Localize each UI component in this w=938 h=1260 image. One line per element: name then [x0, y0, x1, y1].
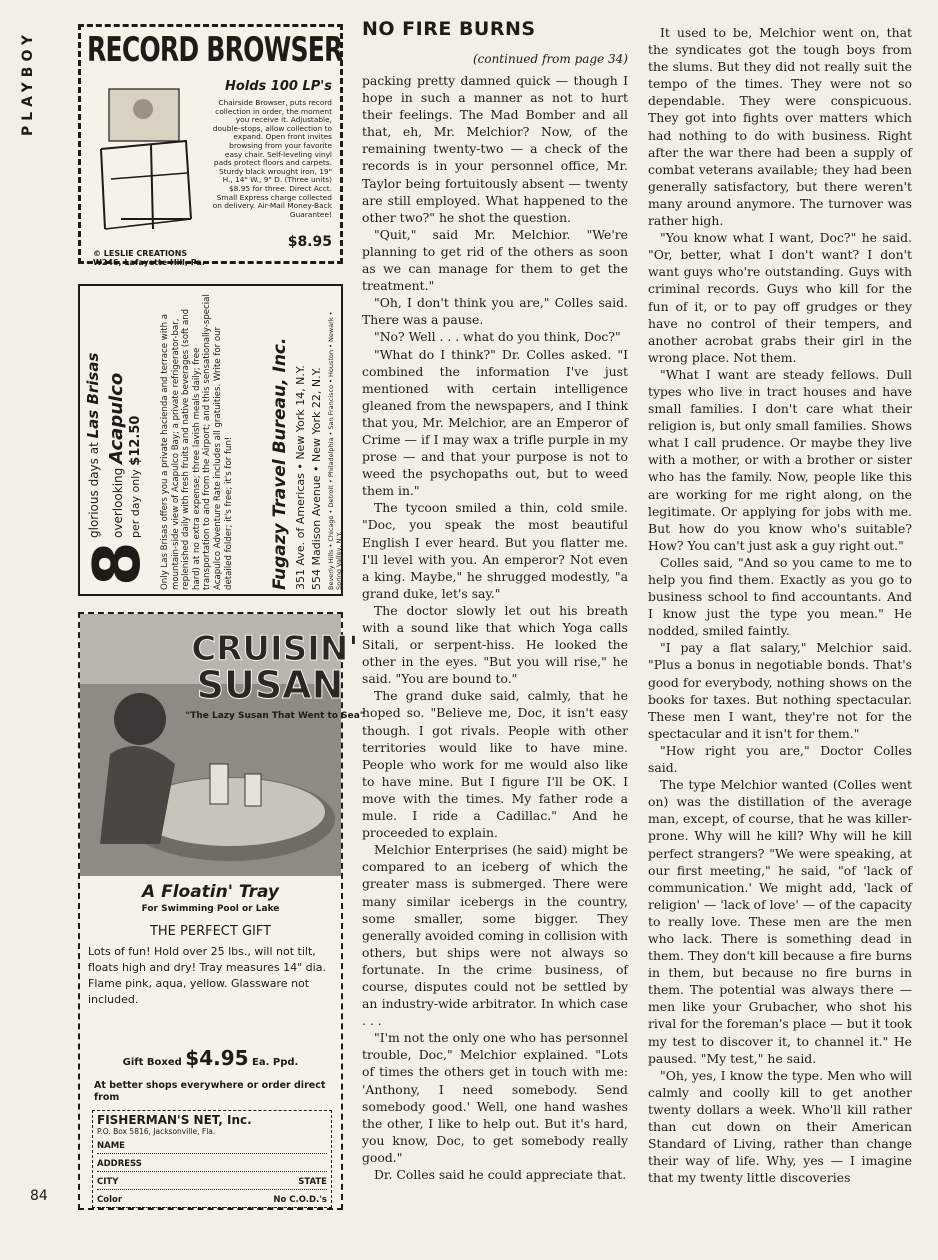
paragraph: "No? Well . . . what do you think, Doc?": [374, 329, 621, 345]
floating-tray-ad: [78, 612, 365, 1210]
coupon-city-state-field: CITY STATE: [97, 1177, 327, 1190]
tray-subtitle: For Swimming Pool or Lake: [141, 904, 280, 914]
tray-description: Lots of fun! Hold over 25 lbs., will not tilt, floats high and dry! Tray measures 14" dia. Flame pink, aqua, yellow. Glassware not included.: [88, 945, 326, 1006]
continued-note: (continued from page 34): [472, 52, 628, 66]
travel-line-1: glorious days at Las Brisas: [84, 352, 102, 538]
paragraph: The grand duke said, calmly, that he hoped so. "Believe me, Doc, it isn't easy though. I got rivals. People with other territories would like to have mine. People who work for me would also like to have mine. But I figure I'll be OK. I move with the times. My father rode a mule. I ride a Cadillac." And he proceeded to explain.: [362, 688, 628, 841]
travel-address-1: 351 Ave. of Americas • New York 14, N.Y.: [294, 365, 307, 590]
paragraph: Melchior Enterprises (he said) might be compared to an iceberg of which the greater mass is submerged. There were many similar icebergs in the country, some smaller, some bigger. They generally avoided coming in collision with others, but ships were not always so fortunate. In the crime business, of course, disputes could not be settled by an industry-wide arbitrator. In which case . . .: [362, 842, 628, 1029]
paragraph: "Oh, I don't think you are," Colles said. There was a pause.: [362, 295, 628, 328]
paragraph: "I pay a flat salary," Melchior said. "Plus a bonus in negotiable bonds. That's good for everybody, nothing shows on the books for taxes. But nothing spectacular. These men I want, they're not for the spectacular and it isn't for them.": [648, 640, 912, 741]
paragraph: "How right you are," Doctor Colles said.: [648, 742, 912, 776]
paragraph: The doctor slowly let out his breath with a sound like that which Yoga calls Sitali, or serpent-hiss. He looked the other in the eyes. "But you will rise," he said. "You are bound to.": [362, 602, 628, 687]
tray-brand-line-1: CRUISIN': [191, 629, 359, 669]
coupon-address-field: ADDRESS: [97, 1159, 327, 1172]
record-browser-maker: [93, 249, 205, 267]
maker-address: W246, Lafayette Hill, Pa.: [93, 258, 205, 267]
article-title: NO FIRE BURNS: [362, 18, 536, 40]
tray-price: $4.95: [185, 1046, 249, 1070]
tray-price-line: Gift Boxed $4.95 Ea. Ppd.: [122, 1046, 299, 1070]
record-browser-price: $8.95: [287, 234, 332, 250]
paragraph: "Oh, yes, I know the type. Men who will calmly and coolly kill to get another twenty dollars a week. Who'll kill rather than cut down on their American Standard of Living, rather than change their way of life. Why, yes — I imagine that my twenty little discoveries: [648, 1067, 912, 1186]
paragraph: Colles said, "And so you came to me to help you find them. Exactly as you go to business school to find accountants. And I know just the type you mean." He nodded, smiled faintly.: [648, 554, 912, 639]
acapulco-travel-ad: [78, 284, 343, 596]
record-rack-illustration: [91, 79, 201, 249]
article-column-1: [362, 72, 628, 1202]
coupon-address: P.O. Box 5816, Jacksonville, Fla.: [97, 1127, 216, 1136]
record-browser-tagline: Holds 100 LP's: [224, 79, 332, 94]
paragraph: It used to be, Melchior went on, that the syndicates got the tough boys from the slums. But they did not really suit the tempo of the times. They were not so dependable. They were conspicuous. They got into fights over matters which had nothing to do with business. Right after the war there had been a supply of combat veterans available; they had been generally satisfactory, but there weren't many around anymore. The turnover was rather high.: [648, 25, 912, 229]
paragraph: packing pretty damned quick — though I hope in such a manner as not to hurt their feelings. The Mad Bomber and all that, eh, Mr. Melchior? Now, of the remaining twenty-two — a check of the records is in your personnel office, Mr. Taylor being fortuitously absent — twenty are still employed. What happened to the other two?" he shot the question.: [362, 73, 628, 225]
tray-brand-line-2: SUSAN: [196, 663, 344, 707]
travel-line-3: per day only $12.50: [128, 415, 143, 538]
paragraph: "What I want are steady fellows. Dull types who live in tract houses and have small families. I don't care what their religion is, but only small families. Shows what I call prudence. Or maybe they live with a mother, or with a brother or sister who has the family. Now, people like this are working for me right along, on the legitimate. Or applying for jobs with me. But how do you know who's suitable? How? You can't just ask a guy right out.": [648, 366, 912, 553]
travel-address-2: 554 Madison Avenue • New York 22, N.Y.: [310, 367, 323, 590]
order-coupon: [92, 1110, 332, 1208]
paragraph: Dr. Colles said he could appreciate that.: [374, 1167, 627, 1182]
travel-bureau-name: Fugazy Travel Bureau, Inc.: [270, 337, 290, 590]
pool-photo: [80, 614, 365, 876]
travel-description: Only Las Brisas offers you a private hacienda and terrace with a mountain-side view of Acapulco Bay; a private refrigerator-bar, replenished daily with fresh fruits and native beverages (soft and hard) at no extra expense; three lavish meals daily; free transportation to and from the Airport; and this sensationally-special Acapulco Adventure Rate includes all gratuities. Write for our detailed folder; it's free; it's for fun!: [160, 294, 234, 590]
paragraph: "Quit," said Mr. Melchior. "We're planning to get rid of the others as soon as we can manage for them to get the treatment.": [362, 226, 628, 294]
paragraph: "You know what I want, Doc?" he said. "Or, better, what I don't want? I don't want guys who're outstanding. Guys with criminal records. Guys who kill for the fun of it, or to pay off grudges or they have no control of their tempers, and another acrobat grabs their girl in the wrong place. Not them.: [648, 230, 912, 365]
travel-line-2: overlooking Acapulco: [106, 372, 127, 538]
paragraph: "What do I think?" Dr. Colles asked. "I combined the information I've just mentioned with certain intelligence gleaned from the newspapers, and I think that you, Mr. Melchior, are an Emperor of Crime — if I may wax a trifle purple in my prose — and that your purpose is not to weed the psychopaths out, but to weed them in.": [362, 346, 628, 499]
maker-name: © LESLIE CREATIONS: [93, 249, 188, 258]
paragraph: "I'm not the only one who has personnel trouble, Doc," Melchior explained. "Lots of times the others get in touch with me: 'Anthony, I need somebody. Send somebody good.' Well, one hand washes the other, I like to help out. But it's hard, you know, Doc, to get somebody really good.": [362, 1030, 628, 1165]
page-number: 84: [30, 1188, 48, 1204]
tray-headline: THE PERFECT GIFT: [149, 924, 272, 939]
coupon-color-field: Color No C.O.D.'s: [97, 1195, 327, 1208]
travel-days-number: 8: [81, 541, 155, 586]
travel-branch-offices: Beverly Hills • Chicago • Detroit • Philadelphia • San Francisco • Houston • Newark • Spring Valley, N.Y.: [327, 311, 343, 590]
article-column-2: [648, 24, 912, 1202]
paragraph: The type Melchior wanted (Colles went on) was the distillation of the average man, except, of course, that he was killer-prone. Why will he kill? Why will he kill perfect strangers? "We were speaking, at our first meeting," he said, "of 'lack of communication.' We might add, 'lack of religion' — 'lack of love' — of the capacity to really love. These men are the men who lack. There is something dead in them. They don't kill because a fire burns in them, but because no fire burns in them. The potential was always there — men like your Grubacher, who shot his rival for the foreman's place — but it took my test to discover it, to channel it." He paused. "My test," he said.: [648, 777, 912, 1066]
tray-slogan: "The Lazy Susan That Went to Sea": [185, 711, 365, 721]
paragraph: The tycoon smiled a thin, cold smile. "Doc, you speak the most beautiful English I ever heard. But you flatter me. I'll level with you. An emperor? Not even a king. Maybe," he shrugged modestly, "a grand duke, let's say.": [362, 500, 628, 601]
coupon-name-field: NAME: [97, 1141, 327, 1154]
tray-stores-note: At better shops everywhere or order direct from: [94, 1080, 326, 1103]
record-browser-ad: [78, 24, 343, 267]
coupon-company: FISHERMAN'S NET, Inc.: [97, 1113, 252, 1127]
record-browser-title: RECORD BROWSER: [87, 30, 343, 70]
tray-product-name: A Floatin' Tray: [142, 882, 279, 902]
magazine-name: PLAYBOY: [20, 30, 36, 137]
record-browser-body: Chairside Browser, puts record collection in order, the moment you receive it. Adjustable, double-stops, allow collection to expand. Open front invites browsing from your favorite easy chair. Self-leveling vinyl pads protect floors and carpets. Sturdy black wrought iron, 19" H., 14" W., 9" D. (Three units) $8.95 for three. Direct Acct. Small Express charge collected on delivery. Air-Mail Money-Back Guarantee!: [212, 98, 332, 219]
